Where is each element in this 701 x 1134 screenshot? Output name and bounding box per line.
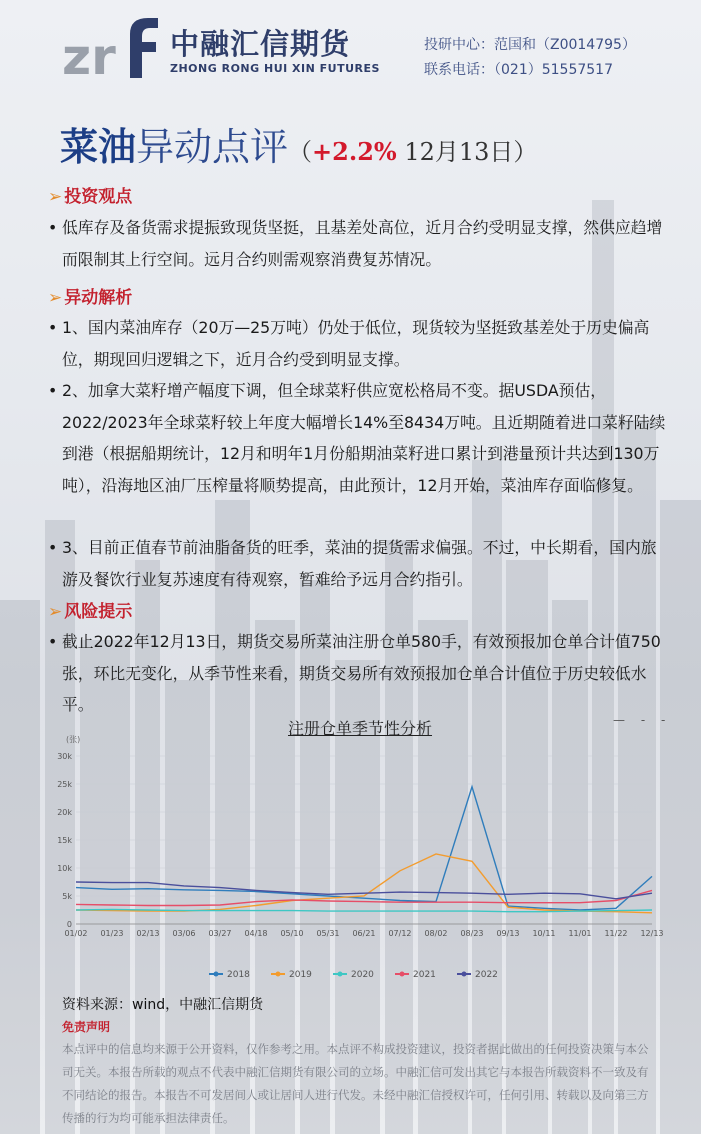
y-tick-label: 20k [57,808,72,817]
bullet-text: 截止2022年12月13日，期货交易所菜油注册仓单580手，有效预报加仓单合计值750张，环比无变化，从季节性来看，期货交易所有效预报加仓单合计值位于历史较低水平。 [62,632,661,714]
bullet-analysis-1 [48,312,668,375]
arrow-icon: ➢ [48,602,63,622]
bullet-text: 低库存及备货需求提振致现货坚挺，且基差处高位，近月合约受明显支撑，然供应趋增而限制其上行空间。远月合约则需观察消费复苏情况。 [62,218,663,269]
y-unit-label: (张) [66,735,81,744]
title-subject: 异动点评 [136,125,289,169]
decorative-dashes: — - - [613,713,672,727]
title-change: +2.2% [312,137,397,166]
bullet-risk [48,626,668,721]
legend-marker-2018 [214,972,219,977]
section-label: 风险提示 [64,602,133,622]
phone-contact: 联系电话：（021）51557517 [424,62,613,78]
section-risk [48,597,132,622]
x-tick-label: 05/10 [280,929,304,938]
y-tick-label: 10k [57,864,72,873]
section-label: 异动解析 [64,288,133,308]
legend-label: 2021 [413,970,436,980]
bullet-text: 3、目前正值春节前油脂备货的旺季，菜油的提货需求偏强。不过，中长期看，国内旅游及餐饮行业复苏速度有待观察，暂难给予远月合约指引。 [62,538,657,589]
x-tick-label: 03/06 [172,929,196,938]
title-open-paren: （ [288,138,313,166]
x-tick-label: 06/21 [352,929,376,938]
x-tick-label: 09/13 [496,929,520,938]
bullet-dot-icon: • [48,538,58,557]
title-product: 菜油 [60,124,137,169]
company-logo-icon [62,12,162,80]
legend-marker-2019 [276,972,281,977]
disclaimer-body: 本点评中的信息均来源于公开资料，仅作参考之用。本点评不构成投资建议，投资者据此做出的任何投资决策与本公司无关。本报告所载的观点不代表中融汇信期货有限公司的立场。中融汇信可发出其它与本报告所载资料不一致及有不同结论的报告。本报告不可发居间人或让居间人进行代发。未经中融汇信授权许可，任何引用、转载以及向第三方传播的行为均可能承担法律责任。 [62,1042,649,1125]
legend-label: 2020 [351,970,374,980]
legend-marker-2021 [400,972,405,977]
y-tick-label: 25k [57,780,72,789]
legend-label: 2019 [289,970,312,980]
report-title [60,116,537,171]
legend-marker-2022 [462,972,467,977]
report-header [0,0,701,90]
x-tick-label: 05/31 [316,929,340,938]
section-investment-view [48,182,132,207]
x-tick-label: 03/27 [208,929,232,938]
bullet-text: 1、国内菜油库存（20万—25万吨）仍处于低位，现货较为坚挺致基差处于历史偏高位，期现回归逻辑之下，近月合约受到明显支撑。 [62,318,650,369]
svg-text:zr: zr [62,28,116,80]
section-label: 投资观点 [64,187,133,207]
y-tick-label: 5k [62,892,72,901]
bullet-dot-icon: • [48,632,58,651]
bullet-dot-icon: • [48,318,58,337]
x-tick-label: 04/18 [244,929,268,938]
legend-label: 2018 [227,970,250,980]
y-tick-label: 0 [66,920,72,929]
x-tick-label: 01/02 [64,929,88,938]
legend-marker-2020 [338,972,343,977]
legend-label: 2022 [475,970,498,980]
x-tick-label: 11/01 [568,929,592,938]
bullet-text: 2、加拿大菜籽增产幅度下调，但全球菜籽供应宽松格局不变。据USDA预估，2022/2023年全球菜籽较上年度大幅增长14%至8434万吨。且近期随着进口菜籽陆续到港（根据船期统计，12月和明年1月份船期油菜籽进口累计到港量预计共达到130万吨），沿海地区油厂压榨量将顺势提高，由此预计，12月开始，菜油库存面临修复。 [62,381,666,495]
company-name-en: ZHONG RONG HUI XIN FUTURES [170,62,380,75]
warehouse-receipt-chart [40,728,670,996]
disclaimer-title: 免责声明 [62,1020,111,1034]
x-tick-label: 02/13 [136,929,160,938]
y-tick-label: 15k [57,836,72,845]
x-tick-label: 08/23 [460,929,484,938]
data-source: 资料来源：wind，中融汇信期货 [62,997,264,1013]
x-tick-label: 10/11 [532,929,556,938]
section-analysis [48,283,132,308]
y-tick-label: 30k [57,752,72,761]
arrow-icon: ➢ [48,187,63,207]
analyst-contact: 投研中心：范国和（Z0014795） [424,37,636,53]
company-name-cn: 中融汇信期货 [170,27,351,61]
chart-title: 注册仓单季节性分析 [288,719,433,738]
bullet-analysis-2 [48,375,668,501]
x-tick-label: 08/02 [424,929,448,938]
x-tick-label: 01/23 [100,929,124,938]
bullet-dot-icon: • [48,218,58,237]
bullet-dot-icon: • [48,381,58,400]
x-tick-label: 12/13 [640,929,664,938]
arrow-icon: ➢ [48,288,63,308]
title-date: 12月13日） [396,138,538,166]
bullet-analysis-3 [48,532,668,595]
bullet-view [48,212,668,275]
x-tick-label: 07/12 [388,929,412,938]
x-tick-label: 11/22 [604,929,628,938]
series-line-2018 [76,787,652,910]
